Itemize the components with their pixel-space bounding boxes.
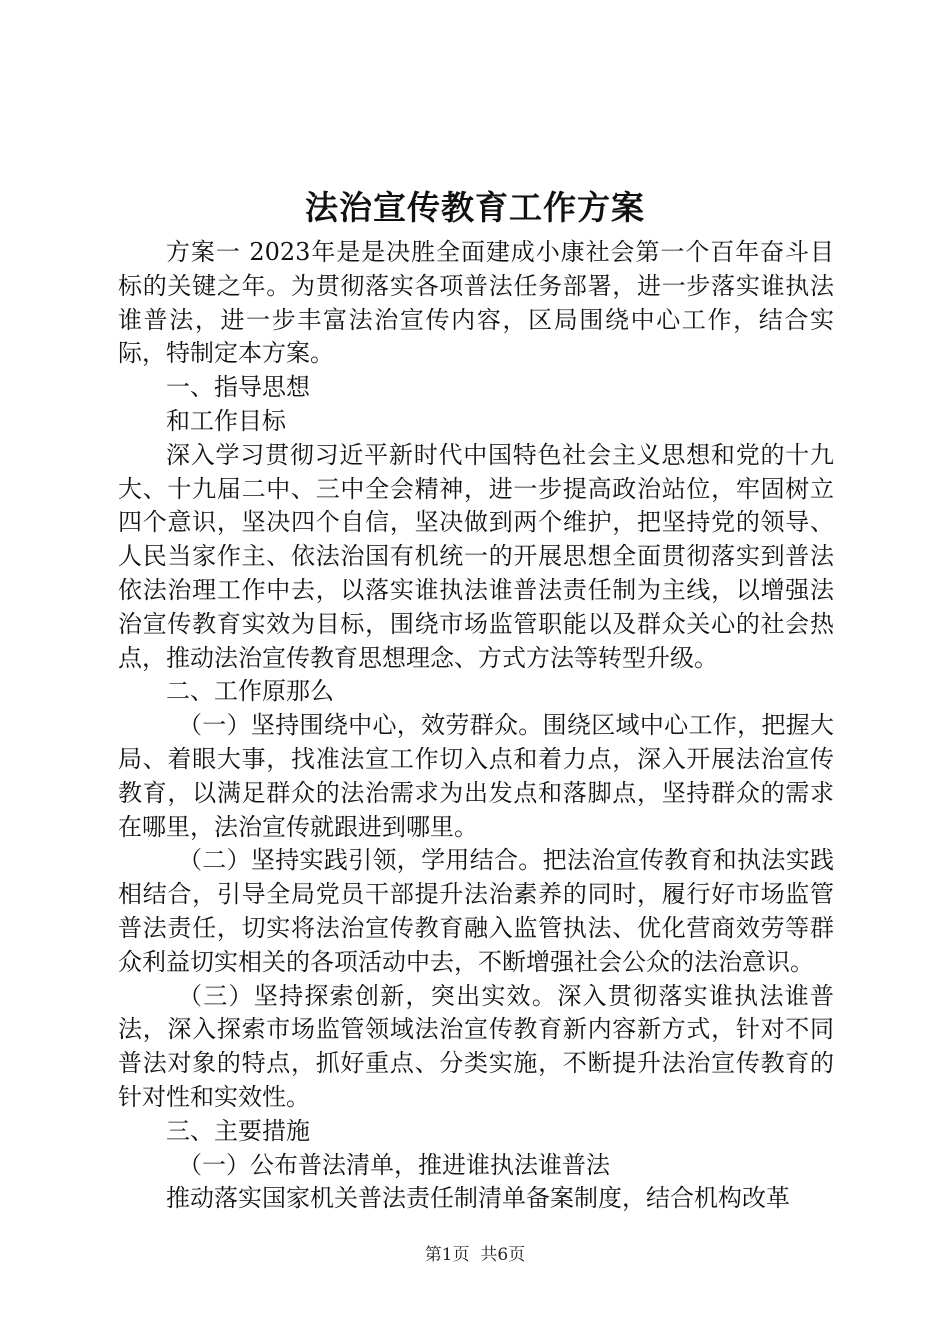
paragraph-intro: 方案一 2023年是是决胜全面建成小康社会第一个百年奋斗目标的关键之年。为贯彻落实各项普法任务部署，进一步落实谁执法谁普法，进一步丰富法治宣传内容，区局围绕中心工作，结合实际，特制定本方案。 — [118, 238, 834, 368]
document-body — [118, 236, 834, 1216]
paragraph-principle-3: （三）坚持探索创新，突出实效。深入贯彻落实谁执法谁普法，深入探索市场监管领域法治宣传教育新内容新方式，针对不同普法对象的特点，抓好重点、分类实施，不断提升法治宣传教育的针对性和实效性。 — [118, 981, 834, 1111]
heading-work-goal: 和工作目标 — [166, 406, 286, 435]
heading-work-principles: 二、工作原那么 — [166, 677, 334, 706]
page-footer — [0, 1243, 950, 1267]
paragraph-measure-1: 推动落实国家机关普法责任制清单备案制度，结合机构改革 — [166, 1184, 790, 1213]
heading-measure-1: （一）公布普法清单，推进谁执法谁普法 — [178, 1150, 610, 1179]
paragraph-guiding-thought: 深入学习贯彻习近平新时代中国特色社会主义思想和党的十九大、十九届二中、三中全会精神，进一步提高政治站位，牢固树立四个意识，坚决四个自信，坚决做到两个维护，把坚持党的领导、人民当家作主、依法治国有机统一的开展思想全面贯彻落实到普法依法治理工作中去，以落实谁执法谁普法责任制为主线，以增强法治宣传教育实效为目标，围绕市场监管职能以及群众关心的社会热点，推动法治宣传教育思想理念、方式方法等转型升级。 — [118, 440, 834, 672]
paragraph-principle-1: （一）坚持围绕中心，效劳群众。围绕区域中心工作，把握大局、着眼大事，找准法宣工作切入点和着力点，深入开展法治宣传教育，以满足群众的法治需求为出发点和落脚点，坚持群众的需求在哪里，法治宣传就跟进到哪里。 — [118, 711, 834, 841]
paragraph-principle-2: （二）坚持实践引领，学用结合。把法治宣传教育和执法实践相结合，引导全局党员干部提升法治素养的同时，履行好市场监管普法责任，切实将法治宣传教育融入监管执法、优化营商效劳等群众利益切实相关的各项活动中去，不断增强社会公众的法治意识。 — [118, 846, 834, 976]
page-number: 第1页 — [424, 1245, 470, 1265]
page-total: 共6页 — [480, 1245, 526, 1265]
document-title: 法治宣传教育工作方案 — [305, 188, 645, 227]
heading-guiding-thought: 一、指导思想 — [166, 373, 310, 402]
heading-main-measures: 三、主要措施 — [166, 1116, 310, 1145]
